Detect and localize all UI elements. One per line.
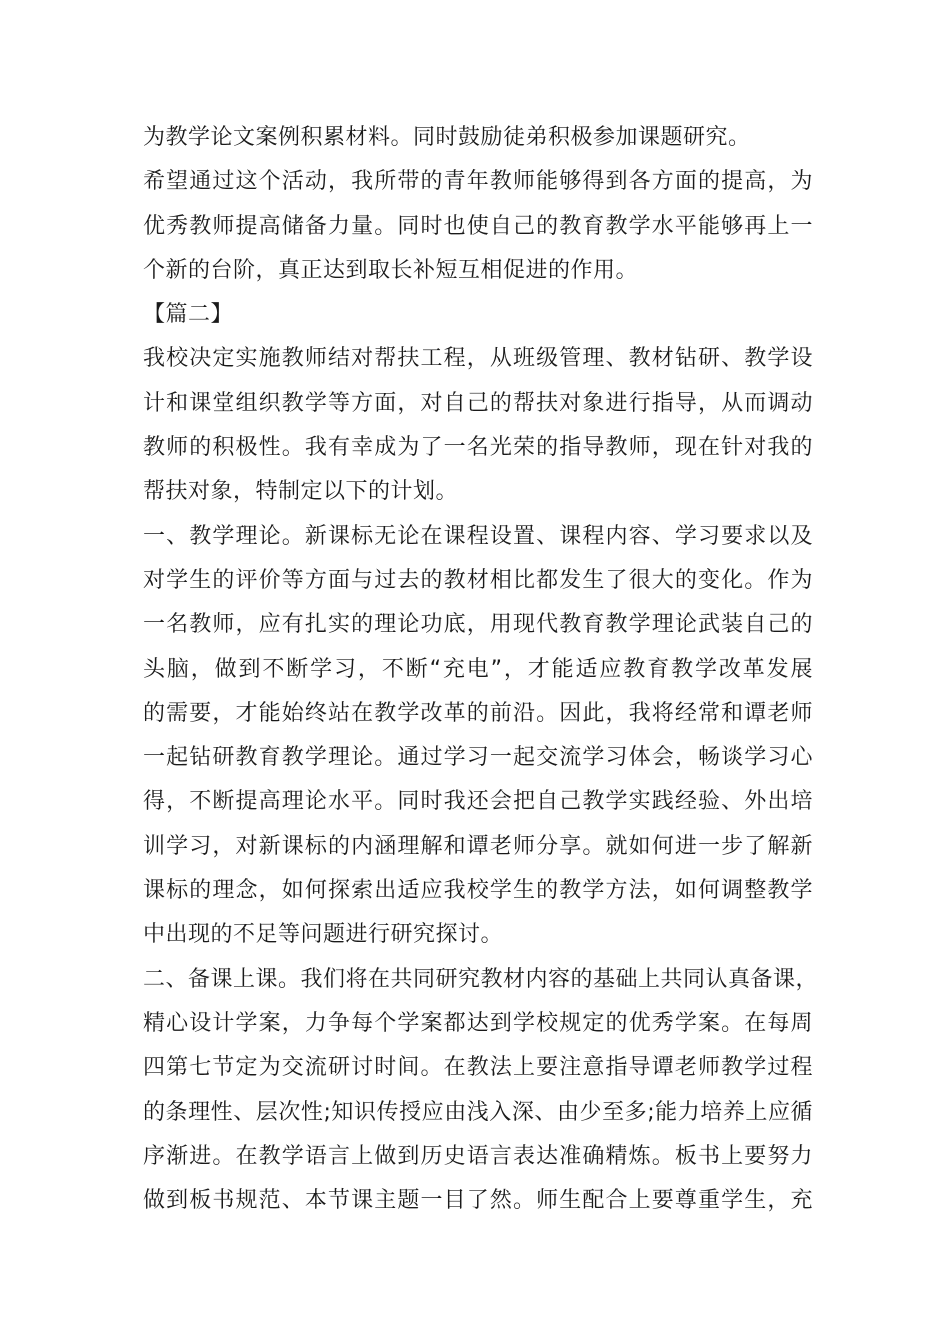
text-line: 得，不断提高理论水平。同时我还会把自己教学实践经验、外出培	[143, 789, 813, 815]
text-line: 的需要，才能始终站在教学改革的前沿。因此，我将经常和谭老师	[143, 700, 813, 726]
text-line: 计和课堂组织教学等方面，对自己的帮扶对象进行指导，从而调动	[143, 390, 813, 416]
text-line: 四第七节定为交流研讨时间。在教法上要注意指导谭老师教学过程	[143, 1055, 813, 1081]
text-line: 做到板书规范、本节课主题一目了然。师生配合上要尊重学生，充	[143, 1188, 813, 1214]
text-line: 为教学论文案例积累材料。同时鼓励徒弟积极参加课题研究。	[143, 125, 751, 150]
text-line: 教师的积极性。我有幸成为了一名光荣的指导教师，现在针对我的	[143, 435, 813, 461]
text-line: 训学习，对新课标的内涵理解和谭老师分享。就如何进一步了解新	[143, 833, 813, 859]
document-body	[143, 116, 819, 1223]
text-line: 对学生的评价等方面与过去的教材相比都发生了很大的变化。作为	[143, 567, 813, 593]
text-line: 个新的台阶，真正达到取长补短互相促进的作用。	[143, 257, 639, 283]
section-heading: 【篇二】	[143, 302, 234, 328]
text-line: 精心设计学案，力争每个学案都达到学校规定的优秀学案。在每周	[143, 1010, 813, 1036]
text-line: 我校决定实施教师结对帮扶工程，从班级管理、教材钻研、教学设	[143, 346, 813, 372]
text-line: 希望通过这个活动，我所带的青年教师能够得到各方面的提高，为	[143, 169, 813, 195]
text-line: 的条理性、层次性;知识传授应由浅入深、由少至多;能力培养上应循	[143, 1099, 813, 1125]
text-line: 课标的理念，如何探索出适应我校学生的教学方法，如何调整教学	[143, 878, 813, 904]
text-line: 一、教学理论。新课标无论在课程设置、课程内容、学习要求以及	[143, 523, 813, 549]
text-line: 一名教师，应有扎实的理论功底，用现代教育教学理论武装自己的	[143, 612, 813, 638]
text-line: 帮扶对象，特制定以下的计划。	[143, 479, 459, 505]
text-line: 优秀教师提高储备力量。同时也使自己的教育教学水平能够再上一	[143, 213, 813, 239]
text-line: 序渐进。在教学语言上做到历史语言表达准确精炼。板书上要努力	[143, 1143, 813, 1169]
text-line: 一起钻研教育教学理论。通过学习一起交流学习体会，畅谈学习心	[143, 745, 813, 771]
text-line: 头脑，做到不断学习，不断“充电”，才能适应教育教学改革发展	[143, 656, 813, 682]
text-line: 中出现的不足等问题进行研究探讨。	[143, 922, 504, 948]
text-line: 二、备课上课。我们将在共同研究教材内容的基础上共同认真备课，	[143, 966, 819, 992]
